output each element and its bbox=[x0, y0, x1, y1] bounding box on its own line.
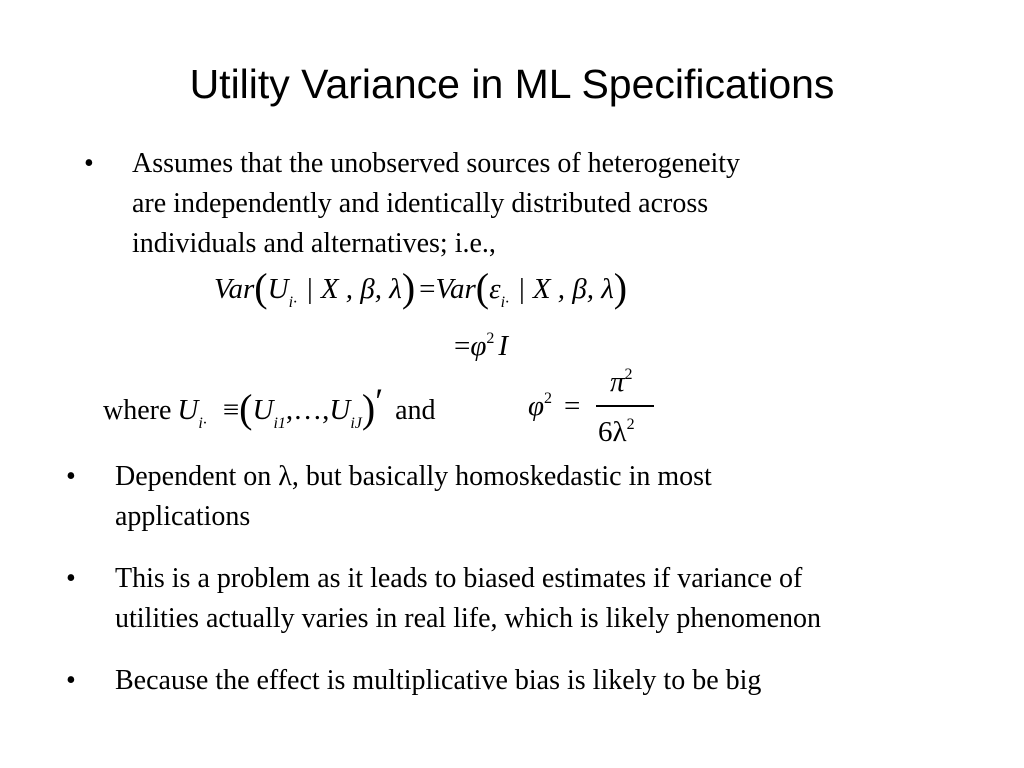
fraction-bar bbox=[596, 405, 654, 407]
eq3-sub-i1: i1 bbox=[273, 415, 286, 432]
eq3-where: where bbox=[103, 395, 172, 426]
eq3-equiv: ≡ bbox=[222, 394, 240, 426]
eq1-bar: | bbox=[307, 273, 313, 305]
fraction-denominator bbox=[598, 412, 635, 457]
bullet-2-line-2: applications bbox=[115, 501, 251, 532]
bullet-2-line-1: Dependent on λ, but basically homoskedastic in most bbox=[115, 461, 712, 492]
eq3-UJ: U bbox=[329, 394, 351, 426]
fraction-numerator bbox=[610, 362, 633, 407]
bullet-1-line-1: Assumes that the unobserved sources of heterogeneity bbox=[132, 148, 741, 179]
eq2-equals: = bbox=[454, 330, 471, 362]
eq1-rparen2: ) bbox=[613, 265, 628, 310]
eq3-and: and bbox=[395, 395, 436, 426]
eq3-U1: U bbox=[252, 394, 274, 426]
eq3-lparen: ( bbox=[239, 386, 253, 431]
eq3-sub-iJ: iJ bbox=[350, 415, 362, 432]
eq1-sub2: i· bbox=[500, 294, 510, 311]
bullet-1-line-2: are independently and identically distributed across bbox=[132, 188, 709, 219]
bullet-2-text bbox=[115, 457, 712, 537]
eq3-commas: ,…, bbox=[285, 394, 330, 426]
equation-phi-squared-identity bbox=[454, 326, 508, 371]
eq3-phi: φ bbox=[528, 390, 545, 422]
eq3-sub: i· bbox=[198, 415, 207, 432]
bullet-marker: • bbox=[84, 148, 94, 179]
bullet-4-line-1: Because the effect is multiplicative bias is likely to be big bbox=[115, 665, 762, 696]
eq1-var2: Var bbox=[435, 273, 476, 305]
equation-definitions bbox=[103, 381, 436, 435]
eq3-U: U bbox=[177, 394, 199, 426]
slide-title: Utility Variance in ML Specifications bbox=[189, 61, 835, 107]
eq2-phi: φ bbox=[470, 330, 487, 362]
eq1-bar2: | bbox=[519, 273, 525, 305]
eq1-lparen2: ( bbox=[475, 265, 490, 310]
eq1-U: U bbox=[267, 273, 289, 305]
eq3-phi-sup: 2 bbox=[544, 390, 553, 407]
eq2-sup: 2 bbox=[486, 330, 495, 347]
eq1-var: Var bbox=[214, 273, 255, 305]
eq3-rparen: ) bbox=[361, 386, 376, 431]
eq2-I: I bbox=[498, 330, 509, 362]
bullet-marker: • bbox=[66, 461, 76, 492]
bullet-1-line-3: individuals and alternatives; i.e., bbox=[132, 228, 496, 259]
eq3-den-sup: 2 bbox=[626, 416, 635, 433]
eq1-args2: X , β, λ bbox=[532, 273, 614, 305]
bullet-4-text bbox=[115, 661, 761, 701]
eq3-den: 6λ bbox=[598, 416, 627, 448]
eq1-eps: ε bbox=[489, 273, 501, 305]
equation-phi-squared bbox=[528, 386, 580, 431]
eq1-lparen: ( bbox=[254, 265, 268, 310]
bullet-3-text bbox=[115, 559, 821, 639]
bullet-marker: • bbox=[66, 563, 76, 594]
eq3-prime: ′ bbox=[375, 381, 384, 421]
bullet-3-line-2: utilities actually varies in real life, which is likely phenomenon bbox=[115, 603, 822, 634]
eq1-sub: i· bbox=[288, 294, 298, 311]
equation-variance bbox=[214, 265, 627, 314]
bullet-marker: • bbox=[66, 665, 76, 696]
eq1-rparen: ) bbox=[401, 265, 416, 310]
eq1-equals: = bbox=[419, 273, 436, 305]
bullet-1-text bbox=[132, 144, 740, 264]
eq3-pi: π bbox=[610, 366, 625, 398]
eq3-equals: = bbox=[564, 390, 581, 422]
eq1-args: X , β, λ bbox=[320, 273, 402, 305]
bullet-3-line-1: This is a problem as it leads to biased estimates if variance of bbox=[115, 563, 803, 594]
eq3-pi-sup: 2 bbox=[624, 366, 633, 383]
